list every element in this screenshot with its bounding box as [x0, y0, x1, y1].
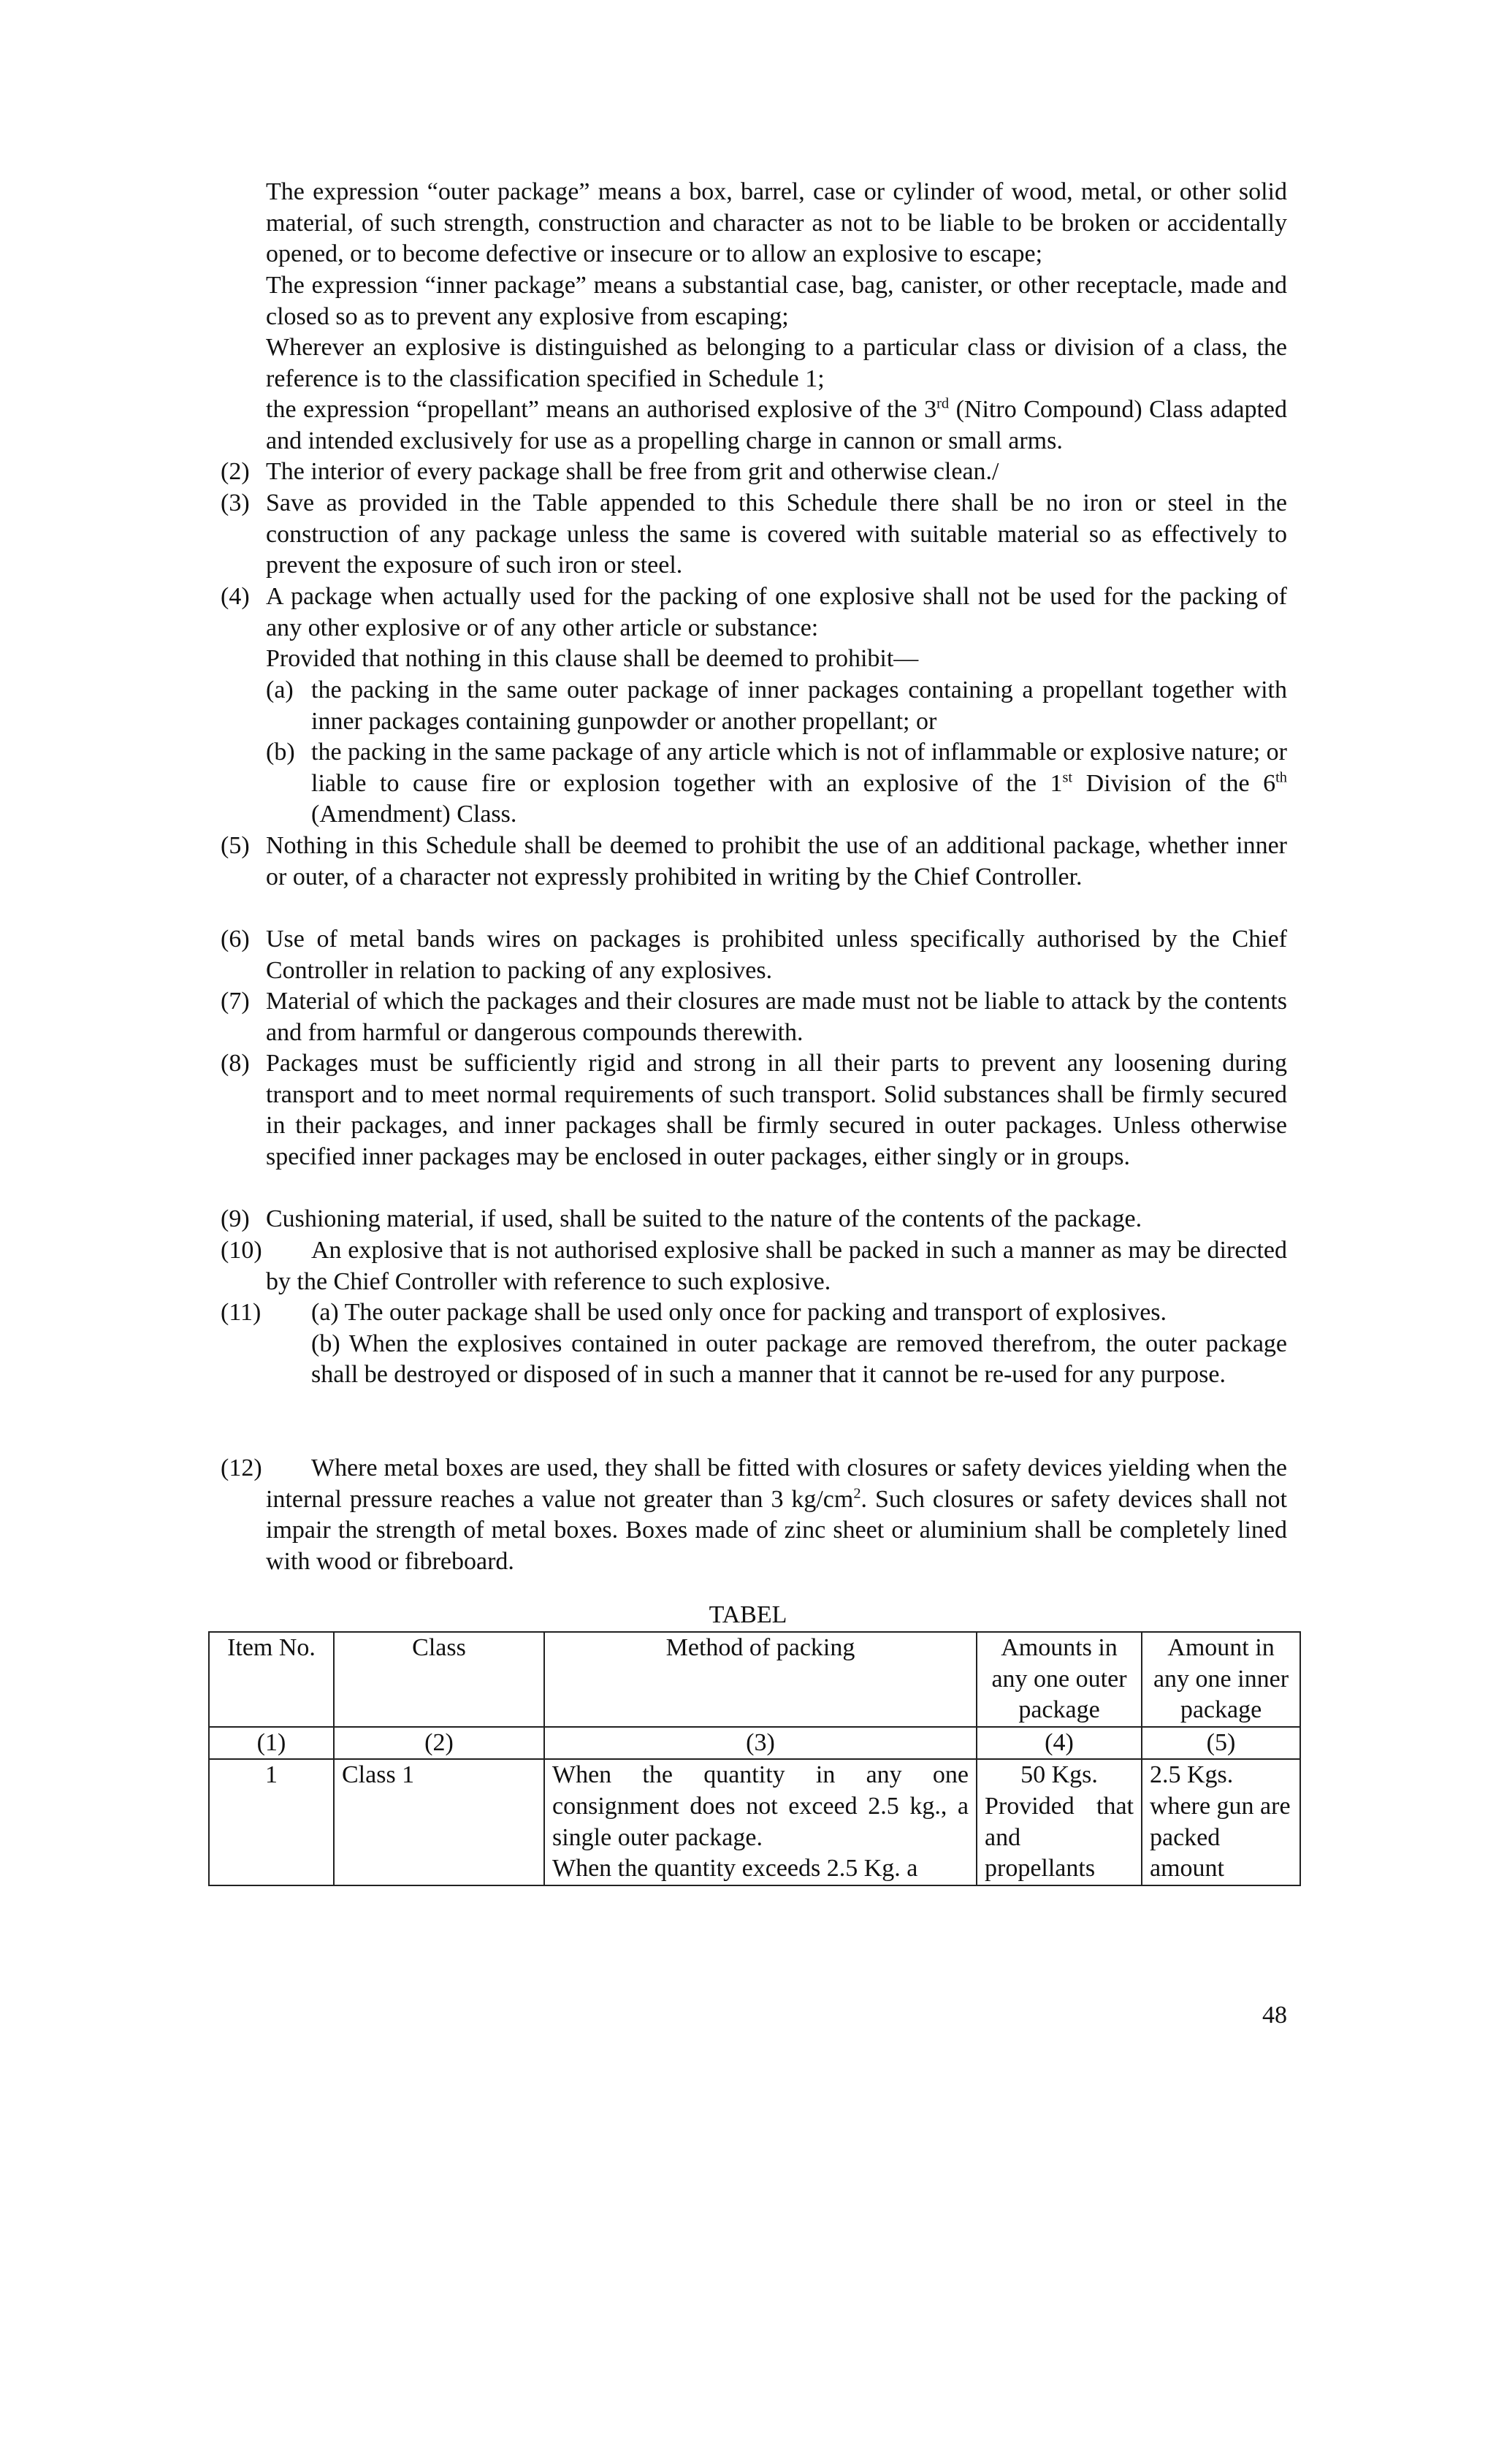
- clause-text: Cushioning material, if used, shall be suited to the nature of the contents of the package.: [266, 1205, 1142, 1232]
- clause-number: (11): [221, 1299, 262, 1326]
- clause-number: (6): [221, 926, 250, 953]
- clause-9: [221, 1204, 1287, 1235]
- clause-4: [221, 581, 1287, 675]
- clause-text: Material of which the packages and their closures are made must not be liable to attack by the contents and from harmful or dangerous compounds therewith.: [266, 988, 1287, 1046]
- clause-proviso: Provided that nothing in this clause shall be deemed to prohibit—: [266, 645, 919, 673]
- definition-outer-package: The expression “outer package” means a box, barrel, case or cylinder of wood, metal, or other solid material, of such strength, construction and character as not to be liable to be broken or accidentally opened, or to become defective or insecure or to allow an explosive to escape;: [266, 178, 1287, 268]
- clause-text: Save as provided in the Table appended to this Schedule there shall be no iron or steel in the construction of any package unless the same is covered with suitable material so as effectively to prevent the exposure of such iron or steel.: [266, 489, 1287, 579]
- table-title: TABEL: [709, 1601, 787, 1628]
- clause-number: (4): [221, 583, 250, 610]
- subclause-text-part: the packing in the same package of any article which is not of inflammable or explosive nature; or liable to cause fire or explosion together with an explosive of the 1: [311, 739, 1287, 797]
- clause-10: [221, 1235, 1287, 1297]
- outer-amount-value: 50 Kgs.: [1020, 1761, 1098, 1789]
- clause-number: (12): [221, 1454, 262, 1481]
- page-number: 48: [1262, 2002, 1287, 2029]
- column-number: (5): [1142, 1727, 1300, 1760]
- cell-item: 1: [209, 1759, 334, 1885]
- subclause-text-part: (Amendment) Class.: [311, 801, 517, 828]
- clause-11: [221, 1297, 1287, 1391]
- clause-number: (8): [221, 1050, 250, 1077]
- column-number: (4): [977, 1727, 1142, 1760]
- cell-inner-amount: 2.5 Kgs. where gun are packed amount: [1142, 1759, 1300, 1885]
- table-column-number-row: [209, 1727, 1300, 1760]
- definition-inner-package: The expression “inner package” means a substantial case, bag, canister, or other receptacle, made and closed so as to prevent any explosive from escaping;: [266, 272, 1287, 330]
- subclause-text: the packing in the same outer package of inner packages containing a propellant together with inner packages containing gunpowder or another propellant; or: [311, 676, 1287, 735]
- ordinal-superscript: st: [1062, 769, 1073, 786]
- clause-number: (3): [221, 489, 250, 516]
- method-text: When the quantity exceeds 2.5 Kg. a: [552, 1855, 918, 1883]
- column-number: (3): [544, 1727, 977, 1760]
- clause-number: (7): [221, 988, 250, 1015]
- subclause-text-part: Division of the 6: [1072, 769, 1276, 797]
- cell-method: [544, 1759, 977, 1885]
- clause-number: (9): [221, 1205, 250, 1232]
- propellant-text-a: the expression “propellant” means an authorised explosive of the 3: [266, 396, 937, 423]
- clause-8: [221, 1048, 1287, 1172]
- outer-amount-note: Provided that and propellants: [985, 1792, 1134, 1883]
- table-header-row: [209, 1632, 1300, 1727]
- clause-12: [221, 1453, 1287, 1577]
- clause-text: Packages must be sufficiently rigid and strong in all their parts to prevent any loosening during transport and to meet normal requirements of such transport. Solid substances shall be firmly secured in their packages, and inner packages shall be firmly secured in outer packages. Unless otherwise specified inner packages may be enclosed in outer packages, either singly or in groups.: [266, 1050, 1287, 1170]
- header-outer-amount: Amounts in any one outer package: [977, 1632, 1142, 1727]
- unit-superscript: 2: [853, 1485, 861, 1502]
- definition-propellant: [266, 394, 1287, 457]
- table-row: [209, 1759, 1300, 1885]
- header-inner-amount: Amount in any one inner package: [1142, 1632, 1300, 1727]
- subclause-text: [311, 737, 1287, 831]
- cell-outer-amount: [977, 1759, 1142, 1885]
- clause-text: Nothing in this Schedule shall be deemed to prohibit the use of an additional package, whether inner or outer, of a character not expressly prohibited in writing by the Chief Controller.: [266, 832, 1287, 890]
- propellant-superscript: rd: [936, 395, 950, 412]
- clause-text-a: (a) The outer package shall be used only once for packing and transport of explosives.: [311, 1299, 1167, 1326]
- clause-text: [266, 1453, 1287, 1577]
- packing-table: [208, 1631, 1301, 1886]
- clause-3: [221, 488, 1287, 581]
- clause-2: [221, 457, 1287, 488]
- header-item-no: Item No.: [209, 1632, 334, 1727]
- subclause-letter: (a): [266, 676, 294, 703]
- clause-text: Use of metal bands wires on packages is prohibited unless specifically authorised by the Chief Controller in relation to packing of any explosives.: [266, 926, 1287, 984]
- clause-text-part: . Such closures or safety devices shall not impair the strength of metal boxes. Boxes made of zinc sheet or aluminium shall be completely lined with wood or fibreboard.: [266, 1485, 1287, 1575]
- clause-7: [221, 986, 1287, 1048]
- ordinal-superscript: th: [1275, 769, 1287, 786]
- header-method: Method of packing: [544, 1632, 977, 1727]
- clause-4-b: [266, 737, 1287, 831]
- clause-text-part: Where metal boxes are used, they shall be fitted with closures or safety devices yielding when the internal pressure reaches a value not greater than 3 kg/cm: [266, 1454, 1287, 1513]
- column-number: (2): [334, 1727, 544, 1760]
- clause-number: (5): [221, 832, 250, 859]
- column-number: (1): [209, 1727, 334, 1760]
- clause-5: [221, 831, 1287, 893]
- clause-4-a: [266, 675, 1287, 737]
- header-class: Class: [334, 1632, 544, 1727]
- clause-number: (10): [221, 1237, 262, 1264]
- subclause-letter: (b): [266, 739, 295, 766]
- propellant-text-b: (Nitro Compound) Class adapted and intended exclusively for use as a propelling charge in cannon or small arms.: [266, 396, 1288, 454]
- method-text: When the quantity in any one consignment does not exceed 2.5 kg., a single outer package.: [552, 1761, 969, 1851]
- clause-6: [221, 924, 1287, 986]
- clause-text: The interior of every package shall be free from grit and otherwise clean./: [266, 458, 999, 485]
- clause-text: An explosive that is not authorised explosive shall be packed in such a manner as may be directed by the Chief Controller with reference to such explosive.: [266, 1237, 1287, 1295]
- clause-text: A package when actually used for the packing of one explosive shall not be used for the packing of any other explosive or of any other article or substance:: [266, 583, 1287, 641]
- clause-number: (2): [221, 458, 250, 485]
- definition-class-reference: Wherever an explosive is distinguished as belonging to a particular class or division of a class, the reference is to the classification specified in Schedule 1;: [266, 334, 1287, 392]
- clause-text-b: (b) When the explosives contained in outer package are removed therefrom, the outer package shall be destroyed or disposed of in such a manner that it cannot be re-used for any purpose.: [311, 1330, 1287, 1389]
- cell-class: Class 1: [334, 1759, 544, 1885]
